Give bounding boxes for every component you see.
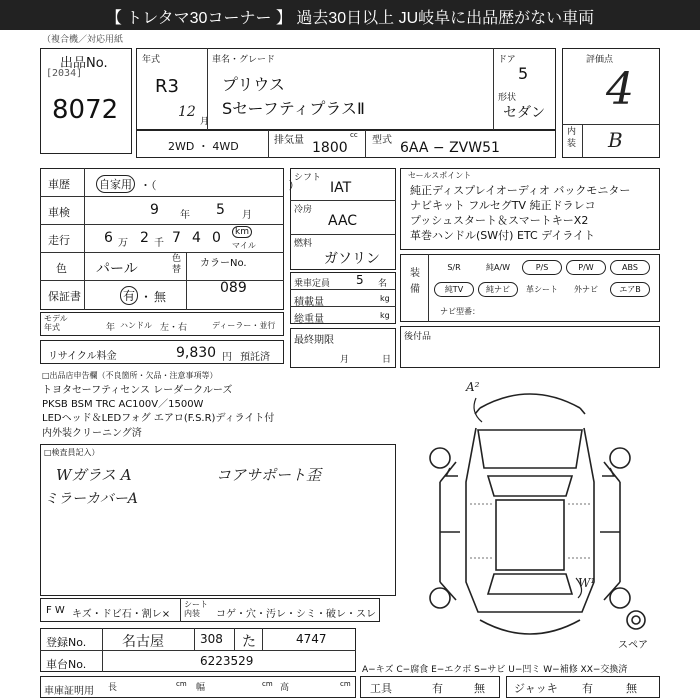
warranty-label: 保証書 <box>48 290 81 303</box>
equip-item: 純A/W <box>485 263 511 272</box>
sales-label: セールスポイント <box>408 171 472 180</box>
fuel-label: 燃料 <box>294 239 313 249</box>
equip-label: 装備 <box>410 268 420 295</box>
cert-w-unit: cm <box>262 680 273 688</box>
wheel-rr <box>610 588 630 608</box>
displacement-value: 1800 <box>312 140 348 156</box>
doors-left <box>440 482 460 582</box>
period-month: 月 <box>340 355 350 365</box>
color-code-label: カラーNo. <box>200 258 247 269</box>
weight-unit: kg <box>380 311 390 320</box>
inspector-note-3: コアサポート歪 <box>216 466 322 484</box>
equip-item: 純TV <box>434 282 474 297</box>
color-code: 089 <box>220 280 247 296</box>
tools-label: 工具 <box>370 682 392 695</box>
recycle-unit: 円 <box>222 352 232 363</box>
mileage-sen-unit: 千 <box>154 238 164 249</box>
warranty-no: 無 <box>154 290 167 304</box>
front-bumper <box>480 394 580 408</box>
doors-value: 5 <box>518 64 529 83</box>
score-label: 評価点 <box>586 55 614 65</box>
recycle-note: 預託済 <box>240 352 270 363</box>
jack-yes: 有 <box>582 682 593 695</box>
load-unit: kg <box>380 294 390 303</box>
sales-line-2: ナビキット フルセグTV 純正ドラレコ <box>410 199 596 212</box>
store-notes-line-1: トヨタセーフティセンス レーダークルーズ <box>42 385 233 396</box>
mileage-d2: 4 <box>192 230 201 246</box>
equip-item: 革シート <box>526 285 558 294</box>
store-notes-line-2: PKSB BSM TRC AC100V／1500W <box>42 399 204 410</box>
sales-line-3: プッシュスタート＆スマートキーX2 <box>410 214 589 227</box>
equip-item: エアB <box>610 282 650 297</box>
cert-w: 幅 <box>196 683 206 693</box>
capacity-label: 乗車定員 <box>294 279 331 289</box>
roof <box>496 500 564 570</box>
weight-label: 総重量 <box>294 314 324 325</box>
inspector-note-1: Wガラス A <box>56 466 132 484</box>
history-rest: ・（ ） <box>140 179 300 192</box>
lot-stamp: [2034] <box>46 68 83 79</box>
year-era: R3 <box>155 76 179 97</box>
model-year-unit: 年 <box>106 323 116 333</box>
equip-item: S/R <box>447 263 461 272</box>
shaken-month: 5 <box>216 202 225 218</box>
type-value: 6AA − ZVW51 <box>400 140 500 156</box>
reg-kana: た <box>242 634 256 650</box>
year-month-unit: 月 <box>200 117 210 127</box>
reg-num2: 4747 <box>296 632 327 646</box>
lot-number: 8072 <box>52 95 119 125</box>
shaken-month-unit: 月 <box>242 210 252 221</box>
equip-item: 外ナビ <box>574 285 598 294</box>
spare-label: スペア <box>618 640 648 651</box>
hood <box>478 430 582 468</box>
tools-no: 無 <box>474 682 485 695</box>
inspector-label: □検査員記入） <box>44 448 100 457</box>
warranty-sep: ・ <box>140 290 153 304</box>
reg-label: 登録No. <box>46 636 87 649</box>
interior-label: 内装 <box>567 127 577 149</box>
shaken-label: 車検 <box>48 206 70 219</box>
model-name: プリウス <box>222 75 285 94</box>
displacement-unit: cc <box>350 131 358 139</box>
color-label: 色 <box>56 262 67 275</box>
capacity-unit: 名 <box>378 279 388 289</box>
fw-label: F W <box>46 605 65 616</box>
cert-l: 長 <box>108 683 118 693</box>
mileage-mile: マイル <box>232 241 256 250</box>
load-label: 積載量 <box>294 297 324 308</box>
model-year-label: モデル年式 <box>44 314 68 332</box>
inspector-note-2: ミラーカバーA <box>44 491 138 507</box>
interior-value: B <box>608 128 623 152</box>
rear-bumper <box>480 620 580 634</box>
jack-no: 無 <box>626 682 637 695</box>
shift-label: シフト <box>294 173 322 183</box>
chassis-value: 6223529 <box>200 654 254 668</box>
reg-place: 名古屋 <box>122 634 164 650</box>
cert-label: 車庫証明用 <box>44 686 94 697</box>
diagram-mark-w: W¹ <box>578 576 596 590</box>
model-label: 車名・グレード <box>212 55 276 65</box>
fw-sheet: シート内装 <box>184 600 208 618</box>
history-value: 自家用 <box>96 175 135 193</box>
mileage-man-unit: 万 <box>118 238 128 249</box>
store-notes-line-3: LEDヘッド＆LEDフォグ エアロ(F.S.R)ディライト付 <box>42 413 275 424</box>
color-repaint: 色替 <box>172 254 182 275</box>
mileage-km: km <box>232 226 252 238</box>
year-label: 年式 <box>142 55 161 65</box>
handle-label: ハンドル <box>120 321 152 330</box>
handle-lr: 左・右 <box>160 323 188 333</box>
aftermarket-label: 後付品 <box>404 332 432 342</box>
spare-tire <box>627 611 645 629</box>
cert-h-unit: cm <box>340 680 351 688</box>
chassis-label: 車台No. <box>46 658 87 671</box>
diagram-mark-a: A² <box>466 380 480 394</box>
aircon-label: 冷房 <box>294 205 313 215</box>
model-grade: SセーフティプラスⅡ <box>222 99 365 118</box>
store-notes-line-4: 内外装クリーニング済 <box>42 428 142 439</box>
damage-legend: A−キズ C−腐食 E−エクボ S−サビ U−凹ミ W−補修 XX−交換済 <box>362 665 628 675</box>
mirror-right <box>602 468 614 476</box>
equip-item: ABS <box>610 260 650 275</box>
recycle-value: 9,830 <box>176 345 217 361</box>
warranty-yes: 有 <box>120 286 138 305</box>
capacity-value: 5 <box>356 273 364 287</box>
mileage-d3: 0 <box>212 230 221 246</box>
mileage-d1: 7 <box>172 230 181 246</box>
body-outline <box>466 428 594 612</box>
aftermarket-box <box>400 326 660 368</box>
rear-window <box>488 574 572 594</box>
year-month: 12 <box>178 104 196 120</box>
equip-item: 純ナビ <box>478 282 518 297</box>
banner-text: 【 トレタマ30コーナー 】 過去30日以上 JU岐阜に出品歴がない車両 <box>105 10 595 27</box>
wheel-fl <box>430 448 450 468</box>
shape-value: セダン <box>503 105 546 121</box>
color-value: パール <box>96 261 138 277</box>
doors-right <box>600 482 620 582</box>
mileage-man: 6 <box>104 230 113 246</box>
recycle-label: リサイクル料金 <box>48 351 117 362</box>
cert-h: 高 <box>280 683 290 693</box>
equip-item: P/S <box>522 260 562 275</box>
equip-item: P/W <box>566 260 606 275</box>
mirror-left <box>446 468 458 476</box>
fw-items: キズ・ドビ石・割レ× <box>72 609 171 620</box>
period-label: 最終期限 <box>294 335 334 346</box>
shaken-year: 9 <box>150 202 159 218</box>
tools-yes: 有 <box>432 682 443 695</box>
sales-line-1: 純正ディスプレイオーディオ バックモニター <box>410 184 631 197</box>
wheel-fr <box>610 448 630 468</box>
dealer-label: ディーラー・並行 <box>212 321 276 330</box>
shape-label: 形状 <box>498 93 517 103</box>
cert-l-unit: cm <box>176 680 187 688</box>
doors-label: ドア <box>498 55 516 65</box>
fuel-value: ガソリン <box>324 251 380 267</box>
drive-value: 2WD ・ 4WD <box>168 140 239 153</box>
score-value: 4 <box>606 64 634 115</box>
reg-num1: 308 <box>200 632 223 646</box>
jack-label: ジャッキ <box>514 682 558 695</box>
type-label: 型式 <box>372 135 392 146</box>
navi-label: ナビ型番： <box>440 307 480 316</box>
aircon-value: AAC <box>328 213 358 229</box>
store-notes-label: □出品店申告欄（不良箇所・欠品・注意事項等） <box>42 371 218 380</box>
fw-sheet-items: コゲ・穴・汚レ・シミ・破レ・スレ <box>216 609 376 620</box>
shaken-year-unit: 年 <box>180 210 190 221</box>
lot-label: 出品No. <box>60 56 108 71</box>
windshield <box>488 476 572 496</box>
sales-line-4: 革巻ハンドル(SW付) ETC デイライト <box>410 229 596 242</box>
mileage-sen: 2 <box>140 230 149 246</box>
mileage-label: 走行 <box>48 234 70 247</box>
history-label: 車歴 <box>48 178 70 191</box>
header-strip: （複合機／対応用紙 <box>42 35 124 45</box>
displacement-label: 排気量 <box>274 135 304 146</box>
period-day: 日 <box>382 355 392 365</box>
car-diagram <box>400 372 660 640</box>
shift-value: IAT <box>330 180 352 196</box>
wheel-rl <box>430 588 450 608</box>
